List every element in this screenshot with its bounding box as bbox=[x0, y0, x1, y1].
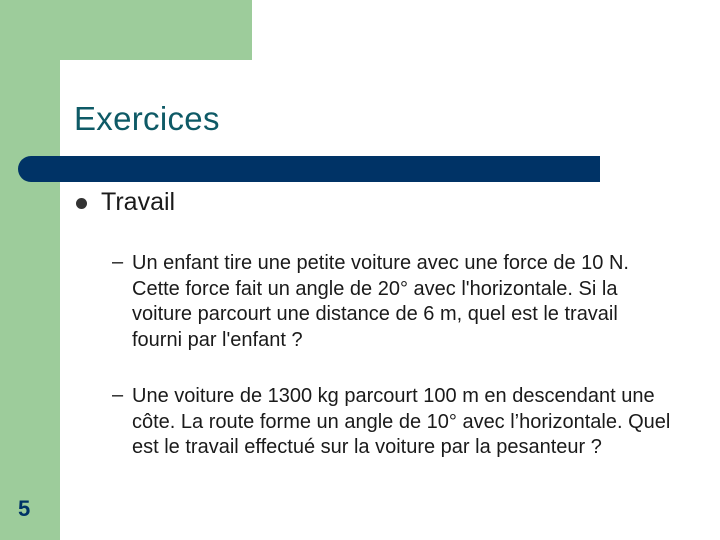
left-green-band bbox=[0, 0, 60, 540]
dash-marker-2: – bbox=[112, 384, 124, 406]
title-rule bbox=[18, 156, 600, 182]
bullet-dot-icon bbox=[76, 198, 87, 209]
slide-title: Exercices bbox=[74, 100, 220, 137]
top-green-band bbox=[0, 0, 252, 60]
rounded-corner bbox=[60, 60, 100, 100]
exercise-2-text: Une voiture de 1300 kg parcourt 100 m en descendant une côte. La route forme un angle de 10° avec l’horizontale. Quel est le travail effectué sur la voiture par la pesanteur ? bbox=[132, 385, 671, 458]
page-number: 5 bbox=[18, 496, 31, 521]
exercise-1-text: Un enfant tire une petite voiture avec une force de 10 N. Cette force fait un angle de 20° avec l'horizontale. Si la voiture parcourt une distance de 6 m, quel est le travail fourni par l'enfant ? bbox=[132, 252, 629, 351]
dash-marker-1: – bbox=[112, 251, 124, 273]
bullet-travail: Travail bbox=[101, 188, 176, 216]
